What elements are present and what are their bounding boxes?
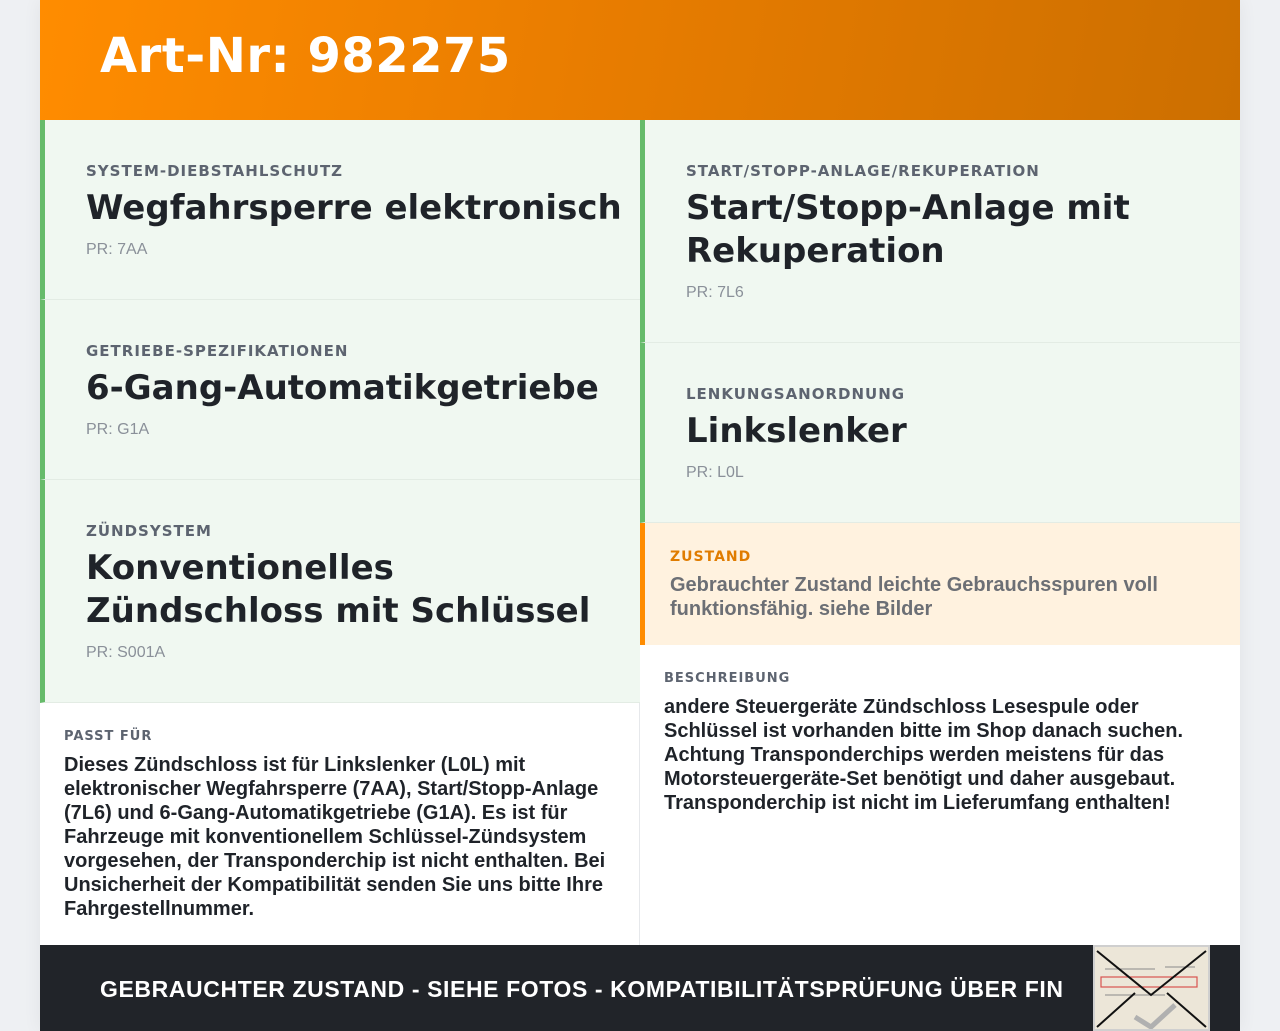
spec-pr-code: PR: 7L6 <box>686 284 744 301</box>
spec-value: Konventionelles Zündschloss mit Schlüssel <box>86 548 591 631</box>
page-title: Art-Nr: 982275 <box>100 28 511 84</box>
description-section <box>640 645 1240 945</box>
compatibility-text: Dieses Zündschloss ist für Linkslenker (L0L) mit elektronischer Wegfahrsperre (7AA), Start/Stopp-Anlage (7L6) und 6-Gang-Automatikgetriebe (G1A). Es ist für Fahrzeuge mit konventionellem Schlüssel-Zündsystem vorgesehen, der Transponderchip ist nicht enthalten. Bei Unsicherheit der Kompatibilität senden Sie uns bitte Ihre Fahrgestellnummer. <box>64 754 606 920</box>
spec-value: 6-Gang-Automatikgetriebe <box>86 368 599 408</box>
description-label: BESCHREIBUNG <box>664 671 791 686</box>
condition-label: ZUSTAND <box>670 549 752 565</box>
spec-pr-code: PR: L0L <box>686 464 744 481</box>
spec-label: GETRIEBE-SPEZIFIKATIONEN <box>86 342 349 360</box>
condition-text: Gebrauchter Zustand leichte Gebrauchsspuren voll funktionsfähig. siehe Bilder <box>670 574 1158 620</box>
spec-label: START/STOPP-ANLAGE/REKUPERATION <box>686 162 1040 180</box>
spec-value: Start/Stopp-Anlage mit Rekuperation <box>686 188 1130 271</box>
footer-bar <box>40 945 1240 1031</box>
description-text: andere Steuergeräte Zündschloss Lesespule oder Schlüssel ist vorhanden bitte im Shop danach suchen. Achtung Transponderchips werden meistens für das Motorsteuergeräte-Set benötigt und daher ausgebaut. Transponderchip ist nicht im Lieferumfang enthalten! <box>664 696 1183 814</box>
header-banner <box>40 0 1240 120</box>
spec-label: LENKUNGSANORDNUNG <box>686 385 906 403</box>
compatibility-section <box>40 703 639 945</box>
footer-text: GEBRAUCHTER ZUSTAND - SIEHE FOTOS - KOMPATIBILITÄTSPRÜFUNG ÜBER FIN <box>100 976 1064 1002</box>
spec-label: ZÜNDSYSTEM <box>86 522 212 540</box>
spec-pr-code: PR: 7AA <box>86 241 148 258</box>
spec-pr-code: PR: G1A <box>86 421 150 438</box>
document-photo-icon-graphic <box>1095 947 1208 1029</box>
product-sheet <box>40 0 1240 1031</box>
spec-card-getriebe <box>40 300 640 480</box>
spec-card-diebstahlschutz <box>40 120 640 300</box>
compatibility-label: PASST FÜR <box>64 729 153 744</box>
spec-value: Wegfahrsperre elektronisch <box>86 188 622 228</box>
spec-value: Linkslenker <box>686 411 907 451</box>
document-photo-icon[interactable] <box>1093 945 1210 1031</box>
spec-pr-code: PR: S001A <box>86 644 166 661</box>
spec-label: SYSTEM-DIEBSTAHLSCHUTZ <box>86 162 344 180</box>
spec-card-start-stopp <box>640 120 1240 343</box>
spec-card-lenkung <box>640 343 1240 523</box>
spec-card-zuendsystem <box>40 480 640 703</box>
condition-box <box>640 523 1240 645</box>
